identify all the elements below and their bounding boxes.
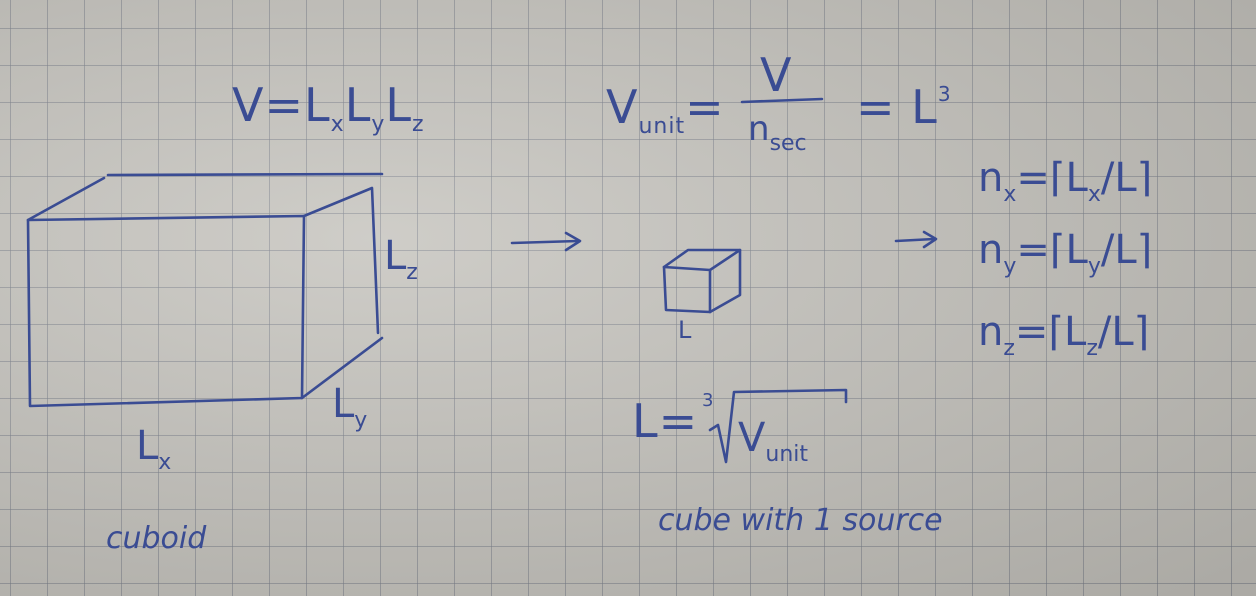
exponent: 3 bbox=[937, 82, 952, 106]
factor-sub: x bbox=[330, 112, 345, 137]
equals-sign: = bbox=[264, 78, 305, 132]
equals-sign: = bbox=[685, 80, 725, 134]
fraction-denominator bbox=[748, 109, 807, 156]
factor-l: L bbox=[385, 78, 412, 132]
vunit-rhs bbox=[856, 80, 952, 134]
cuboid-label-z: $L_z$ bbox=[384, 233, 418, 285]
side-l: L bbox=[632, 394, 659, 448]
factor-sub: z bbox=[412, 112, 425, 137]
cuboid-drawing bbox=[28, 174, 382, 406]
root-index: 3 bbox=[702, 390, 714, 411]
count-formula-x: $n_x=⌈L_x/L⌉$ bbox=[978, 155, 1153, 207]
vunit-subscript: unit bbox=[638, 114, 686, 139]
arrow-1 bbox=[512, 233, 580, 250]
cuboid-top-back-edge bbox=[108, 174, 382, 175]
cube-side-label: L bbox=[678, 316, 692, 344]
cuboid-front-face bbox=[28, 216, 304, 406]
factor-l: L bbox=[304, 78, 331, 132]
cube-drawing bbox=[664, 250, 740, 312]
rhs-l: L bbox=[911, 80, 938, 134]
cube-front-face bbox=[664, 267, 710, 312]
volume-formula bbox=[232, 78, 425, 137]
factor-sub: y bbox=[371, 112, 386, 137]
cuboid-right-top-edges bbox=[304, 188, 378, 333]
radicand: $V_{unit}$ bbox=[738, 415, 808, 467]
arrow-2 bbox=[896, 232, 936, 247]
cuboid-label-x: $L_x$ bbox=[136, 423, 172, 475]
vunit-lhs bbox=[606, 80, 725, 139]
equals-sign: = bbox=[658, 394, 699, 448]
cuboid-caption: cuboid bbox=[106, 521, 207, 556]
equals-sign: = bbox=[856, 80, 896, 134]
volume-symbol: V bbox=[232, 78, 265, 132]
factor-l: L bbox=[344, 78, 372, 132]
denominator-n: n bbox=[748, 109, 770, 149]
fraction-numerator: V bbox=[760, 48, 793, 102]
cuboid-label-y: $L_y$ bbox=[332, 381, 368, 433]
count-formula-z: $n_z=⌈L_z/L⌉$ bbox=[978, 309, 1150, 361]
cube-side-formula bbox=[632, 394, 699, 448]
vunit-symbol: V bbox=[606, 80, 639, 134]
denominator-subscript: sec bbox=[769, 131, 807, 156]
cuboid-top-left-edge bbox=[28, 178, 104, 220]
cube-caption: cube with 1 source bbox=[658, 503, 943, 538]
count-formula-y: $n_y=⌈L_y/L⌉$ bbox=[978, 227, 1153, 279]
